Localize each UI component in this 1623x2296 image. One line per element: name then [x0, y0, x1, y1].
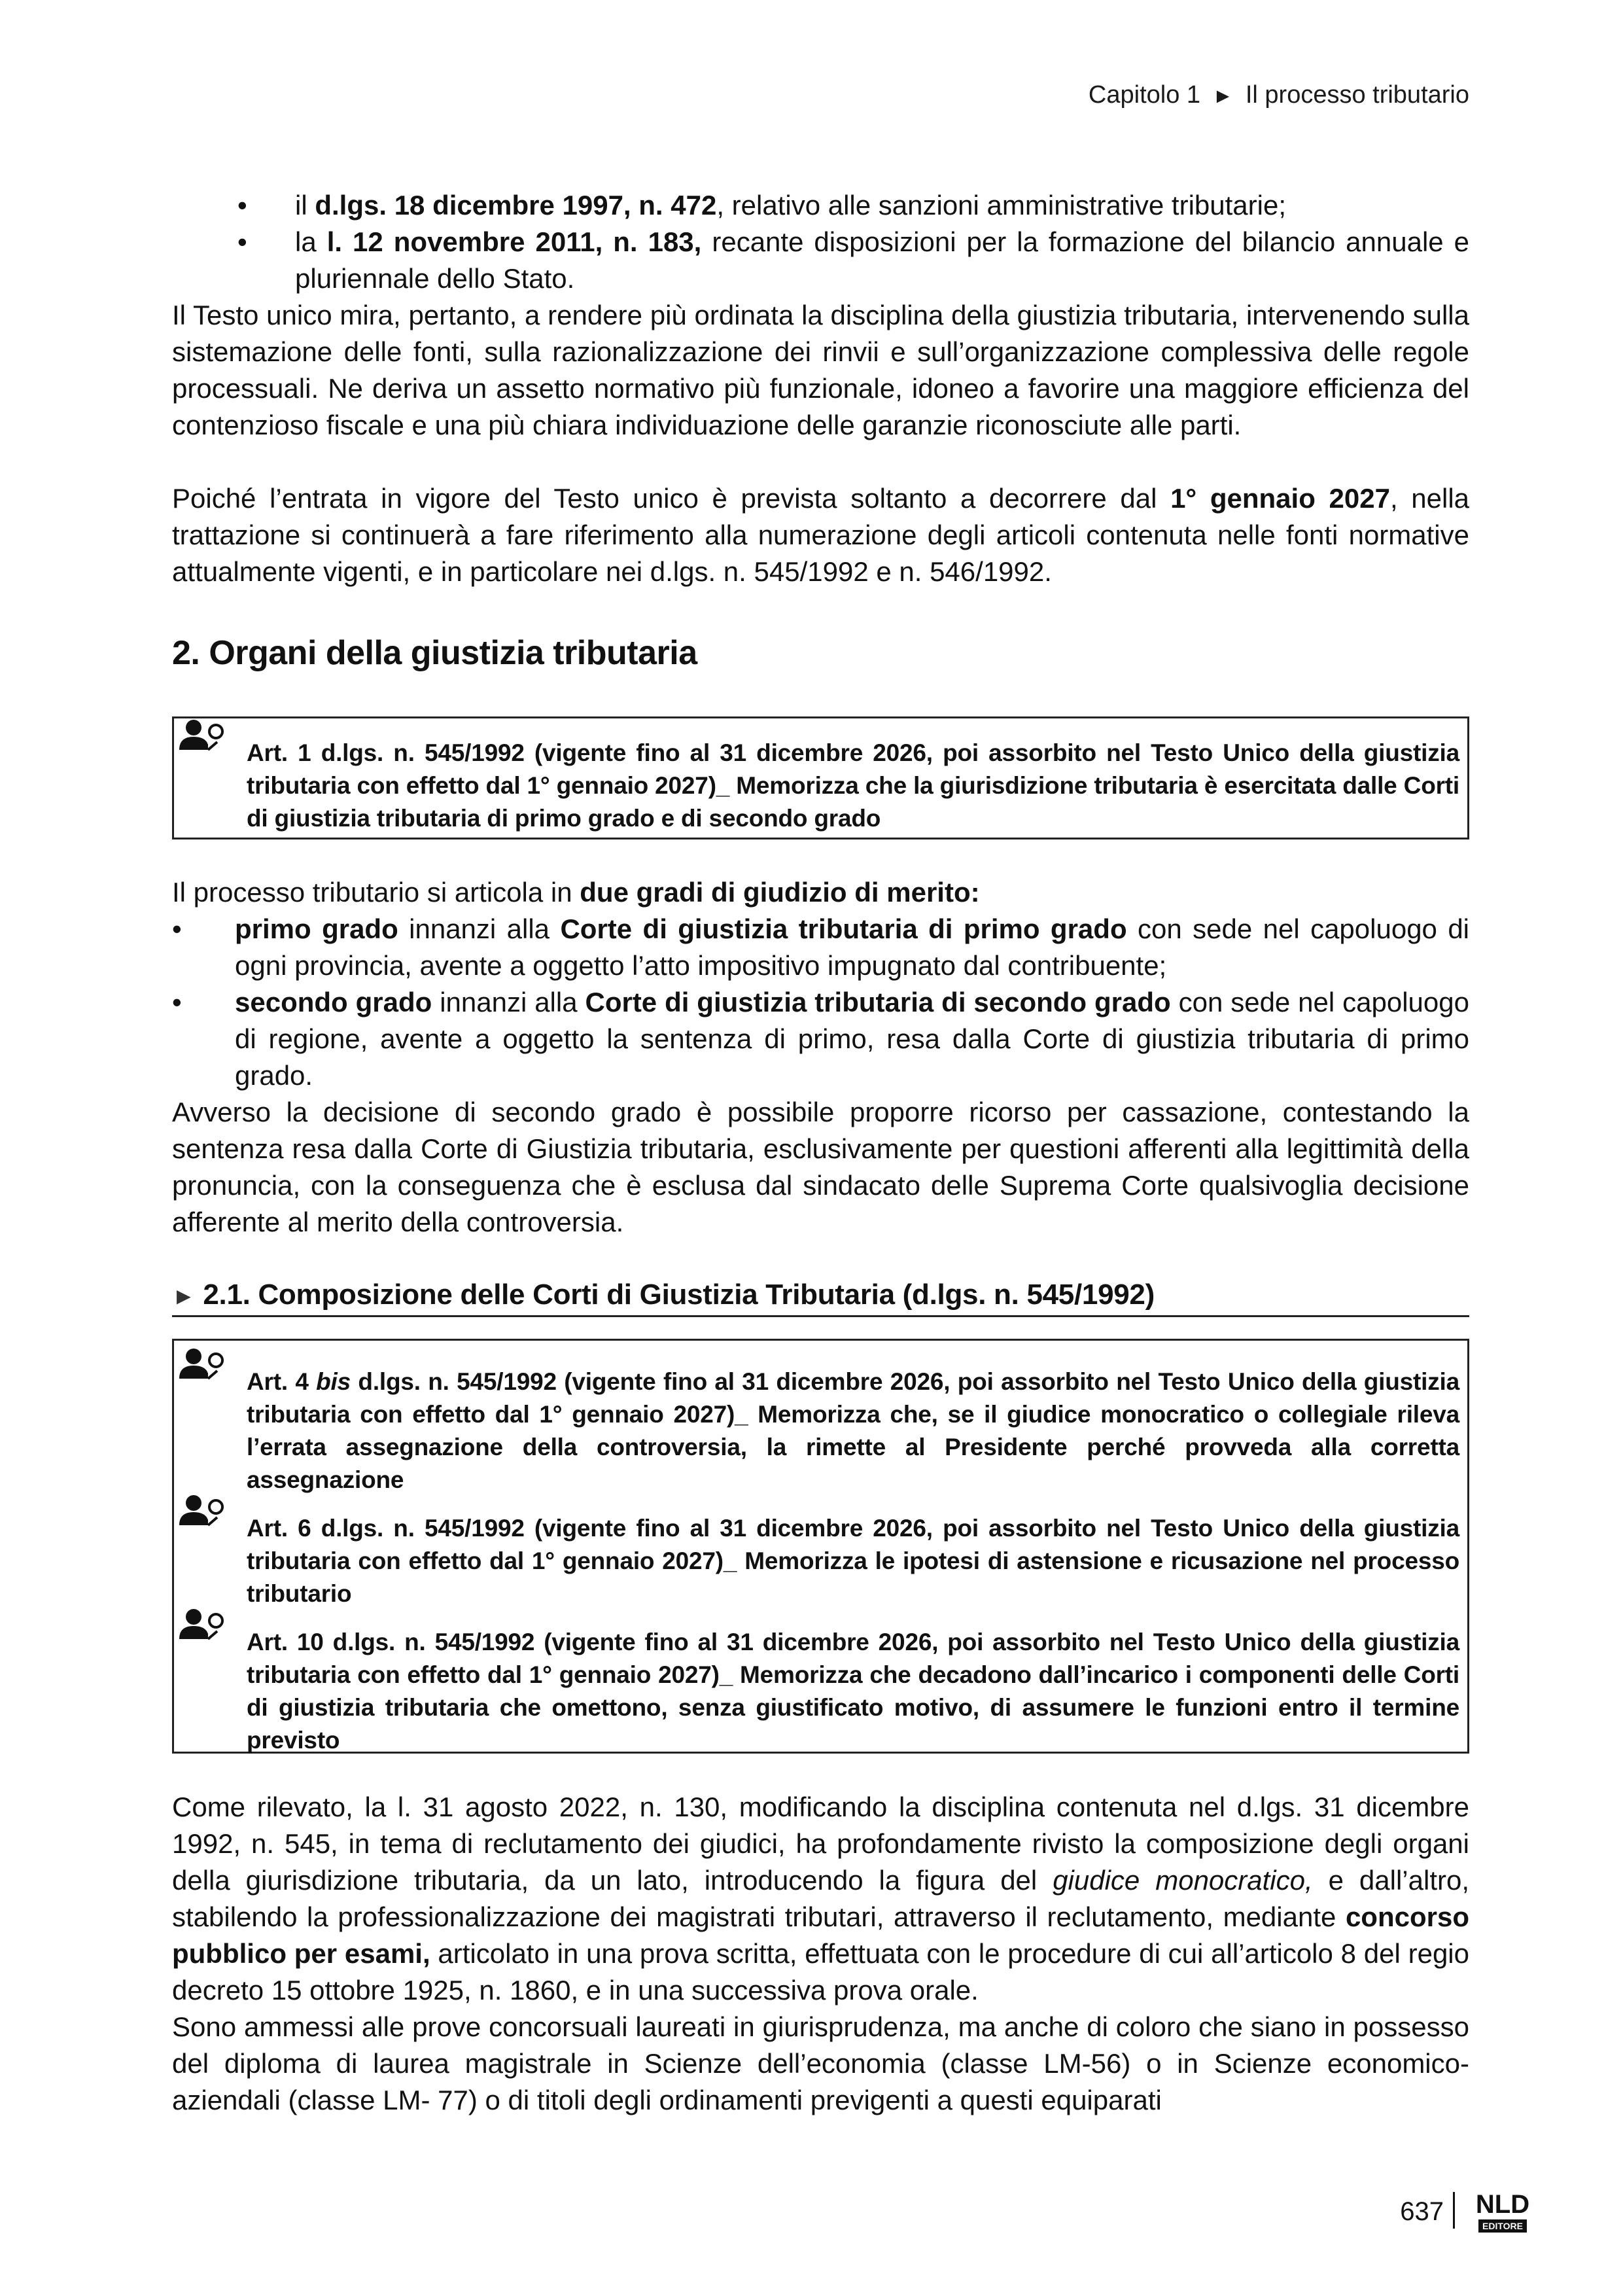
list-item	[172, 187, 1469, 224]
section-heading: 2. Organi della giustizia tributaria	[172, 634, 697, 672]
paragraph-text: Poiché l’entrata in vigore del Testo unico è prevista soltanto a decorrere dal	[172, 483, 1171, 514]
paragraph-bold: 1° gennaio 2027	[1170, 483, 1390, 514]
intro-paragraph: Il Testo unico mira, pertanto, a rendere più ordinata la disciplina della giustizia tributaria, intervenendo sulla sistemazione delle fonti, sulla razionalizzazione dei rinvii e sull’organizzazione complessiva delle regole processuali. Ne deriva un assetto normativo più funzionale, idoneo a favorire una maggiore efficienza del contenzioso fiscale e una più chiara individuazione delle garanzie riconosciute alle parti.	[172, 300, 1469, 440]
paragraph-text: articolato in una prova scritta, effettuata con le procedure di cui all’articolo 8 del regio decreto 15 ottobre 1925, n. 1860, e in una successiva prova orale.	[172, 1938, 1469, 2005]
paragraph	[172, 1789, 1469, 2009]
intro-paragraph-2	[172, 480, 1469, 590]
subsection-heading	[172, 1279, 1469, 1317]
grades-list	[172, 911, 1469, 1094]
chapter-label: Capitolo 1	[1088, 81, 1201, 109]
list-item	[172, 984, 1469, 1094]
paragraph-text: Come rilevato, la l. 31 agosto 2022, n. 130, modificando la disciplina contenuta nel d.lgs. 31 dicembre 1992, n. 545, in tema di reclutamento dei giudici, ha profondamente rivisto la composizione degli organi della giurisdizione tributaria, da un lato, introducendo la figura del	[172, 1792, 1469, 1896]
bullet-icon: •	[172, 987, 182, 1017]
bullet-icon: •	[237, 226, 247, 257]
memo-italic: bis	[316, 1368, 351, 1395]
memo-text: Art. 10 d.lgs. n. 545/1992 (vigente fino al 31 dicembre 2026, poi assorbito nel Testo Unico della giustizia tributaria con effetto dal 1° gennaio 2027)_ Memorizza che decadono dall’incarico i componenti delle Corti di giustizia tributaria che omettono, senza giustificato motivo, di assumere le funzioni entro il termine previsto	[247, 1629, 1459, 1754]
list-item-lead: il	[295, 190, 315, 221]
memo-text: Art. 1 d.lgs. n. 545/1992 (vigente fino al 31 dicembre 2026, poi assorbito nel Testo Unico della giustizia tributaria con effetto dal 1° gennaio 2027)_ Memorizza che la giurisdizione tributaria è esercitata dalle Corti di giustizia tributaria di primo grado e di secondo grado	[247, 739, 1459, 832]
subsection-title: 2.1. Composizione delle Corti di Giustizia Tributaria (d.lgs. n. 545/1992)	[203, 1279, 1155, 1311]
list-item-bold: primo grado	[235, 913, 398, 944]
memo-text: Art. 6 d.lgs. n. 545/1992 (vigente fino al 31 dicembre 2026, poi assorbito nel Testo Unico della giustizia tributaria con effetto dal 1° gennaio 2027)_ Memorizza le ipotesi di astensione e ricusazione nel processo tributario	[247, 1515, 1459, 1607]
svg-text:EDITORE: EDITORE	[1482, 2221, 1523, 2231]
list-item-bold: d.lgs. 18 dicembre 1997, n. 472	[315, 190, 717, 221]
list-item-text: con sede nel capoluogo di regione, avente a oggetto la sentenza di primo, resa dalla Corte di giustizia tributaria di primo grado.	[235, 987, 1469, 1091]
svg-text:NLD: NLD	[1475, 2190, 1530, 2219]
person-search-icon	[179, 1492, 237, 1532]
list-item-bold: l. 12 novembre 2011, n. 183,	[326, 226, 702, 257]
list-item-text: innanzi alla	[398, 913, 561, 944]
paragraph-text: Il processo tributario si articola in	[172, 877, 580, 908]
paragraph-text: e dall’altro, stabilendo la professionalizzazione dei magistrati tributari, attraverso il reclutamento, mediante	[172, 1865, 1470, 1932]
list-item-text: con sede nel capoluogo di ogni provincia, avente a oggetto l’atto impositivo impugnato dal contribuente;	[235, 913, 1470, 981]
bullet-icon: •	[237, 190, 247, 221]
person-search-icon	[179, 1606, 237, 1646]
chevron-right-icon: ►	[1212, 84, 1234, 107]
page-number: 637	[1400, 2197, 1444, 2226]
list-item	[172, 911, 1469, 984]
memo-item	[174, 1626, 1459, 1757]
paragraph-bold: due gradi di giudizio di merito:	[580, 877, 980, 908]
memo-text: d.lgs. n. 545/1992 (vigente fino al 31 dicembre 2026, poi assorbito nel Testo Unico della giustizia tributaria con effetto dal 1° gennaio 2027)_ Memorizza che, se il giudice monocratico o collegiale rileva l’errata assegnazione della controversia, la rimette al Presidente perché provveda alla corretta assegnazione	[247, 1368, 1459, 1493]
memo-text: Art. 4	[247, 1368, 317, 1395]
section-label: Il processo tributario	[1245, 81, 1469, 109]
list-item-text: innanzi alla	[432, 987, 585, 1017]
paragraph-bold: concorso pubblico per esami,	[172, 1901, 1469, 1969]
publisher-logo	[1473, 2184, 1532, 2236]
running-head	[1089, 81, 1469, 109]
memo-item	[174, 1366, 1459, 1496]
paragraph: Sono ammessi alle prove concorsuali laureati in giurisprudenza, ma anche di coloro che siano in possesso del diploma di laurea magistrale in Scienze dell’economia (classe LM-56) o in Scienze economico-aziendali (classe LM- 77) o di titoli degli ordinamenti previgenti a questi equiparati	[172, 2011, 1469, 2115]
list-item-bold: secondo grado	[235, 987, 432, 1017]
triangle-right-icon: ►	[172, 1282, 196, 1309]
person-search-icon	[179, 717, 237, 756]
paragraph-italic: giudice monocratico,	[1053, 1865, 1313, 1896]
bullet-icon: •	[172, 913, 182, 944]
paragraph: Avverso la decisione di secondo grado è possibile proporre ricorso per cassazione, contestando la sentenza resa dalla Corte di Giustizia tributaria, esclusivamente per questioni afferenti alla legittimità della pronuncia, con la conseguenza che è esclusa dal sindacato delle Suprema Corte qualsivoglia decisione afferente al merito della controversia.	[172, 1097, 1469, 1237]
person-search-icon	[179, 1346, 237, 1385]
list-item-lead: la	[295, 226, 327, 257]
list-item-text: , relativo alle sanzioni amministrative tributarie;	[716, 190, 1287, 221]
memo-box	[172, 1339, 1469, 1754]
intro-bullet-list	[172, 187, 1469, 297]
memo-box	[172, 716, 1469, 839]
paragraph	[172, 874, 1469, 911]
footer-divider	[1453, 2192, 1455, 2229]
memo-item	[174, 737, 1459, 835]
list-item-bold: Corte di giustizia tributaria di primo grado	[560, 913, 1127, 944]
list-item	[172, 224, 1469, 297]
paragraph-text: , nella trattazione si continuerà a fare riferimento alla numerazione degli articoli contenuta nelle fonti normative attualmente vigenti, e in particolare nei d.lgs. n. 545/1992 e n. 546/1992.	[172, 483, 1470, 587]
memo-item	[174, 1512, 1459, 1610]
list-item-bold: Corte di giustizia tributaria di secondo grado	[585, 987, 1171, 1017]
list-item-text: recante disposizioni per la formazione del bilancio annuale e pluriennale dello Stato.	[295, 226, 1470, 294]
